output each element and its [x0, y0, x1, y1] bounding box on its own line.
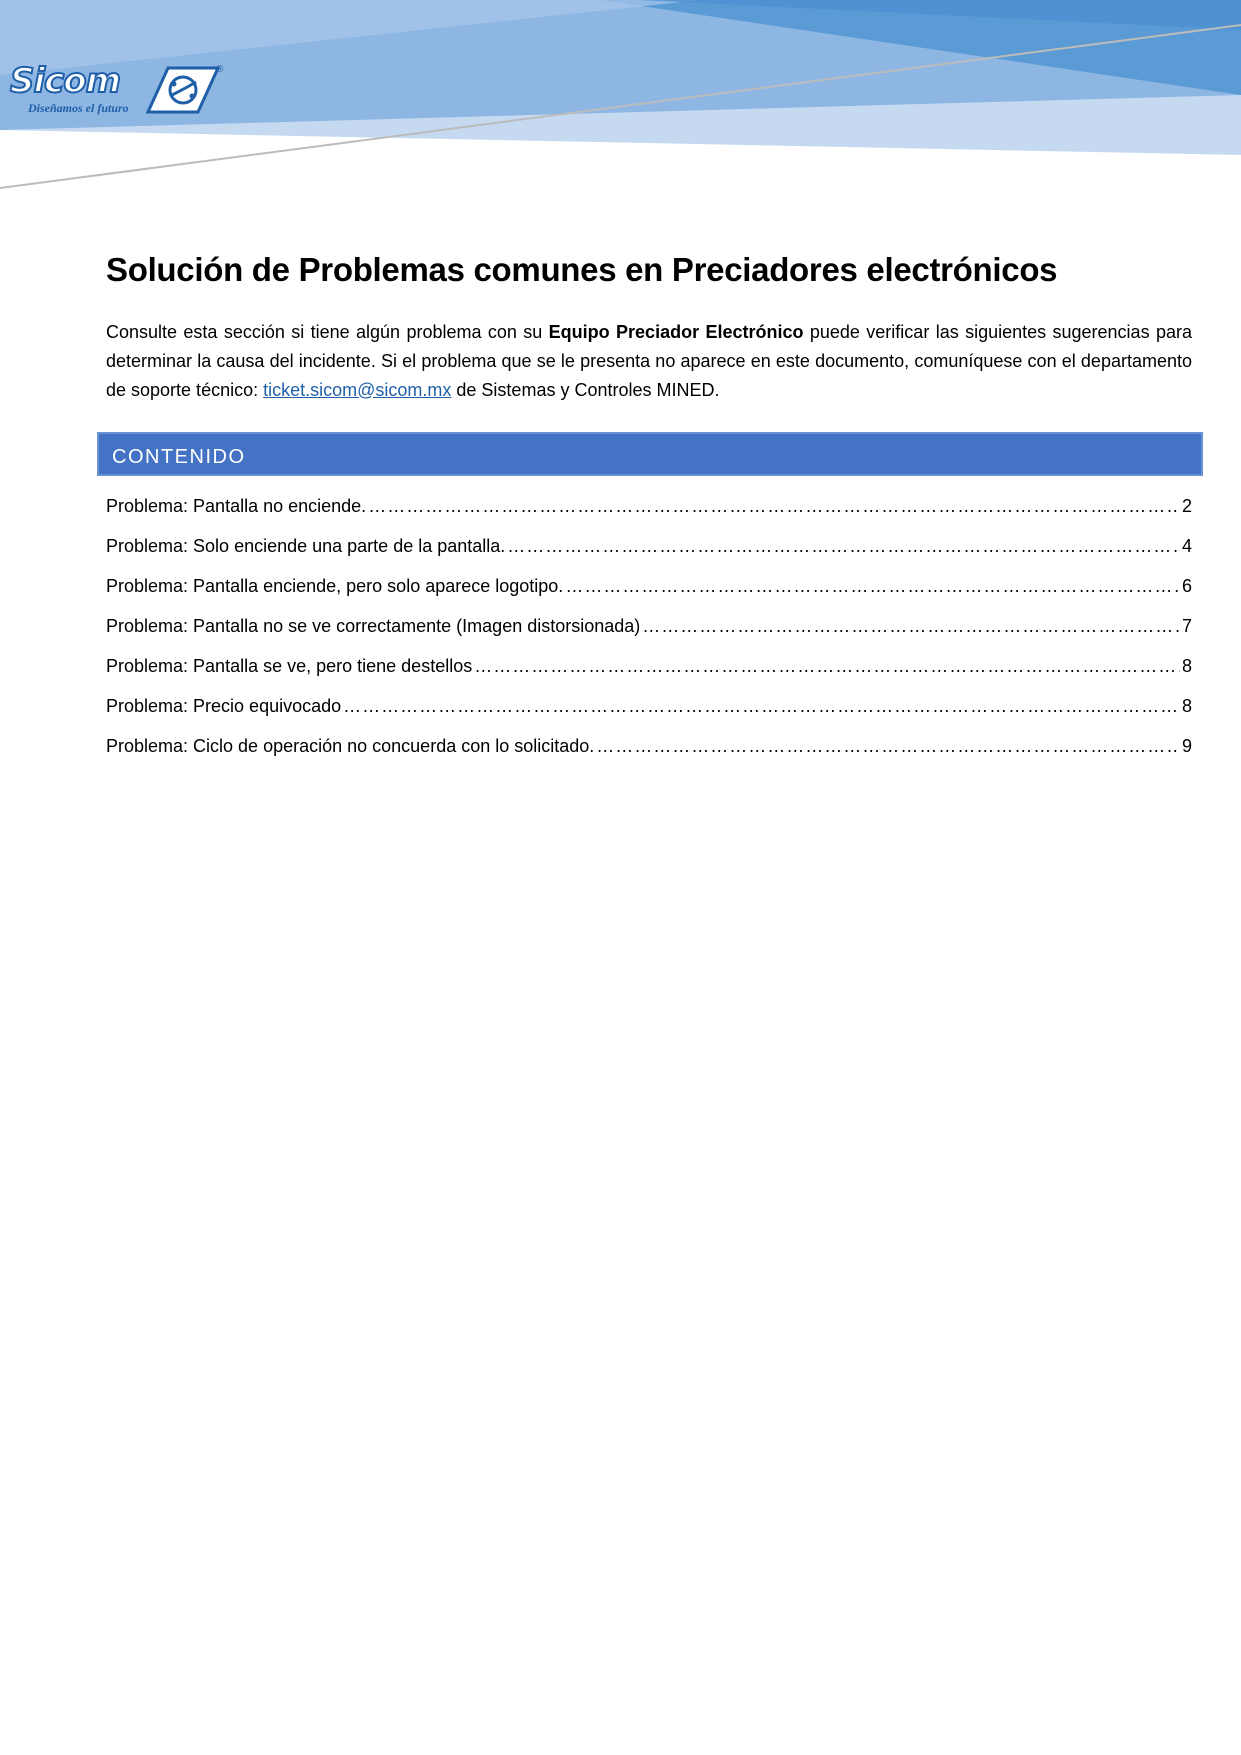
document-title: Solución de Problemas comunes en Preciadores electrónicos: [106, 251, 1058, 288]
sicom-logo: [8, 61, 224, 120]
toc-heading-inner: [103, 437, 1197, 471]
toc-leader-dots: [474, 646, 1180, 686]
toc-leader-dots: [596, 726, 1180, 766]
toc-entry[interactable]: [106, 566, 1192, 606]
toc-entry-label: Problema: Pantalla se ve, pero tiene destellos: [106, 656, 473, 676]
toc-heading-bar: [97, 432, 1203, 476]
toc-entry-label: Problema: Pantalla no enciende.: [106, 496, 367, 516]
toc-list: [106, 486, 1192, 766]
logo-tagline: Diseñamos el futuro: [28, 101, 129, 115]
toc-entry[interactable]: [106, 606, 1192, 646]
toc-entry-label: Problema: Solo enciende una parte de la pantalla.: [106, 536, 506, 556]
logo-circuit-icon: [138, 66, 220, 114]
toc-leader-dots: [368, 486, 1180, 526]
toc-entry-page: 6: [1181, 576, 1192, 596]
intro-text-3: de Sistemas y Controles MINED.: [451, 379, 720, 400]
toc-entry-label: Problema: Ciclo de operación no concuerda con lo solicitado.: [106, 736, 595, 756]
intro-paragraph: [106, 318, 1192, 405]
toc-entry-page: 7: [1181, 616, 1192, 636]
support-email-link[interactable]: ticket.sicom@sicom.mx: [263, 379, 452, 400]
registered-mark: ®: [216, 64, 224, 75]
toc-leader-dots: [343, 686, 1180, 726]
toc-entry-label: Problema: Pantalla no se ve correctamente (Imagen distorsionada): [106, 616, 641, 636]
toc-entry[interactable]: [106, 686, 1192, 726]
toc-entry[interactable]: [106, 726, 1192, 766]
logo-wordmark: Sicom: [10, 61, 121, 101]
toc-entry-page: 8: [1181, 656, 1192, 676]
toc-entry-label: Problema: Pantalla enciende, pero solo aparece logotipo.: [106, 576, 564, 596]
toc-entry[interactable]: [106, 646, 1192, 686]
document-body: [106, 250, 1192, 423]
intro-text-2: puede verificar las siguientes sugerencias para determinar la causa del incidente. Si el problema que se le presenta no aparece en este documento, comuníquese con el departamento de soporte técnico:: [106, 321, 1192, 400]
toc-leader-dots: [507, 526, 1180, 566]
toc-leader-dots: [565, 566, 1180, 606]
toc-leader-dots: [642, 606, 1180, 646]
toc-entry-page: 4: [1181, 536, 1192, 556]
toc-entry[interactable]: [106, 486, 1192, 526]
toc-heading: CONTENIDO: [112, 446, 246, 468]
toc-entry[interactable]: [106, 526, 1192, 566]
toc-entry-page: 2: [1181, 496, 1192, 516]
toc-entry-page: 9: [1181, 736, 1192, 756]
toc-entry-label: Problema: Precio equivocado: [106, 696, 342, 716]
intro-text-1: Consulte esta sección si tiene algún problema con su: [106, 321, 549, 342]
toc-entry-page: 8: [1181, 696, 1192, 716]
intro-bold-product: Equipo Preciador Electrónico: [548, 321, 804, 342]
